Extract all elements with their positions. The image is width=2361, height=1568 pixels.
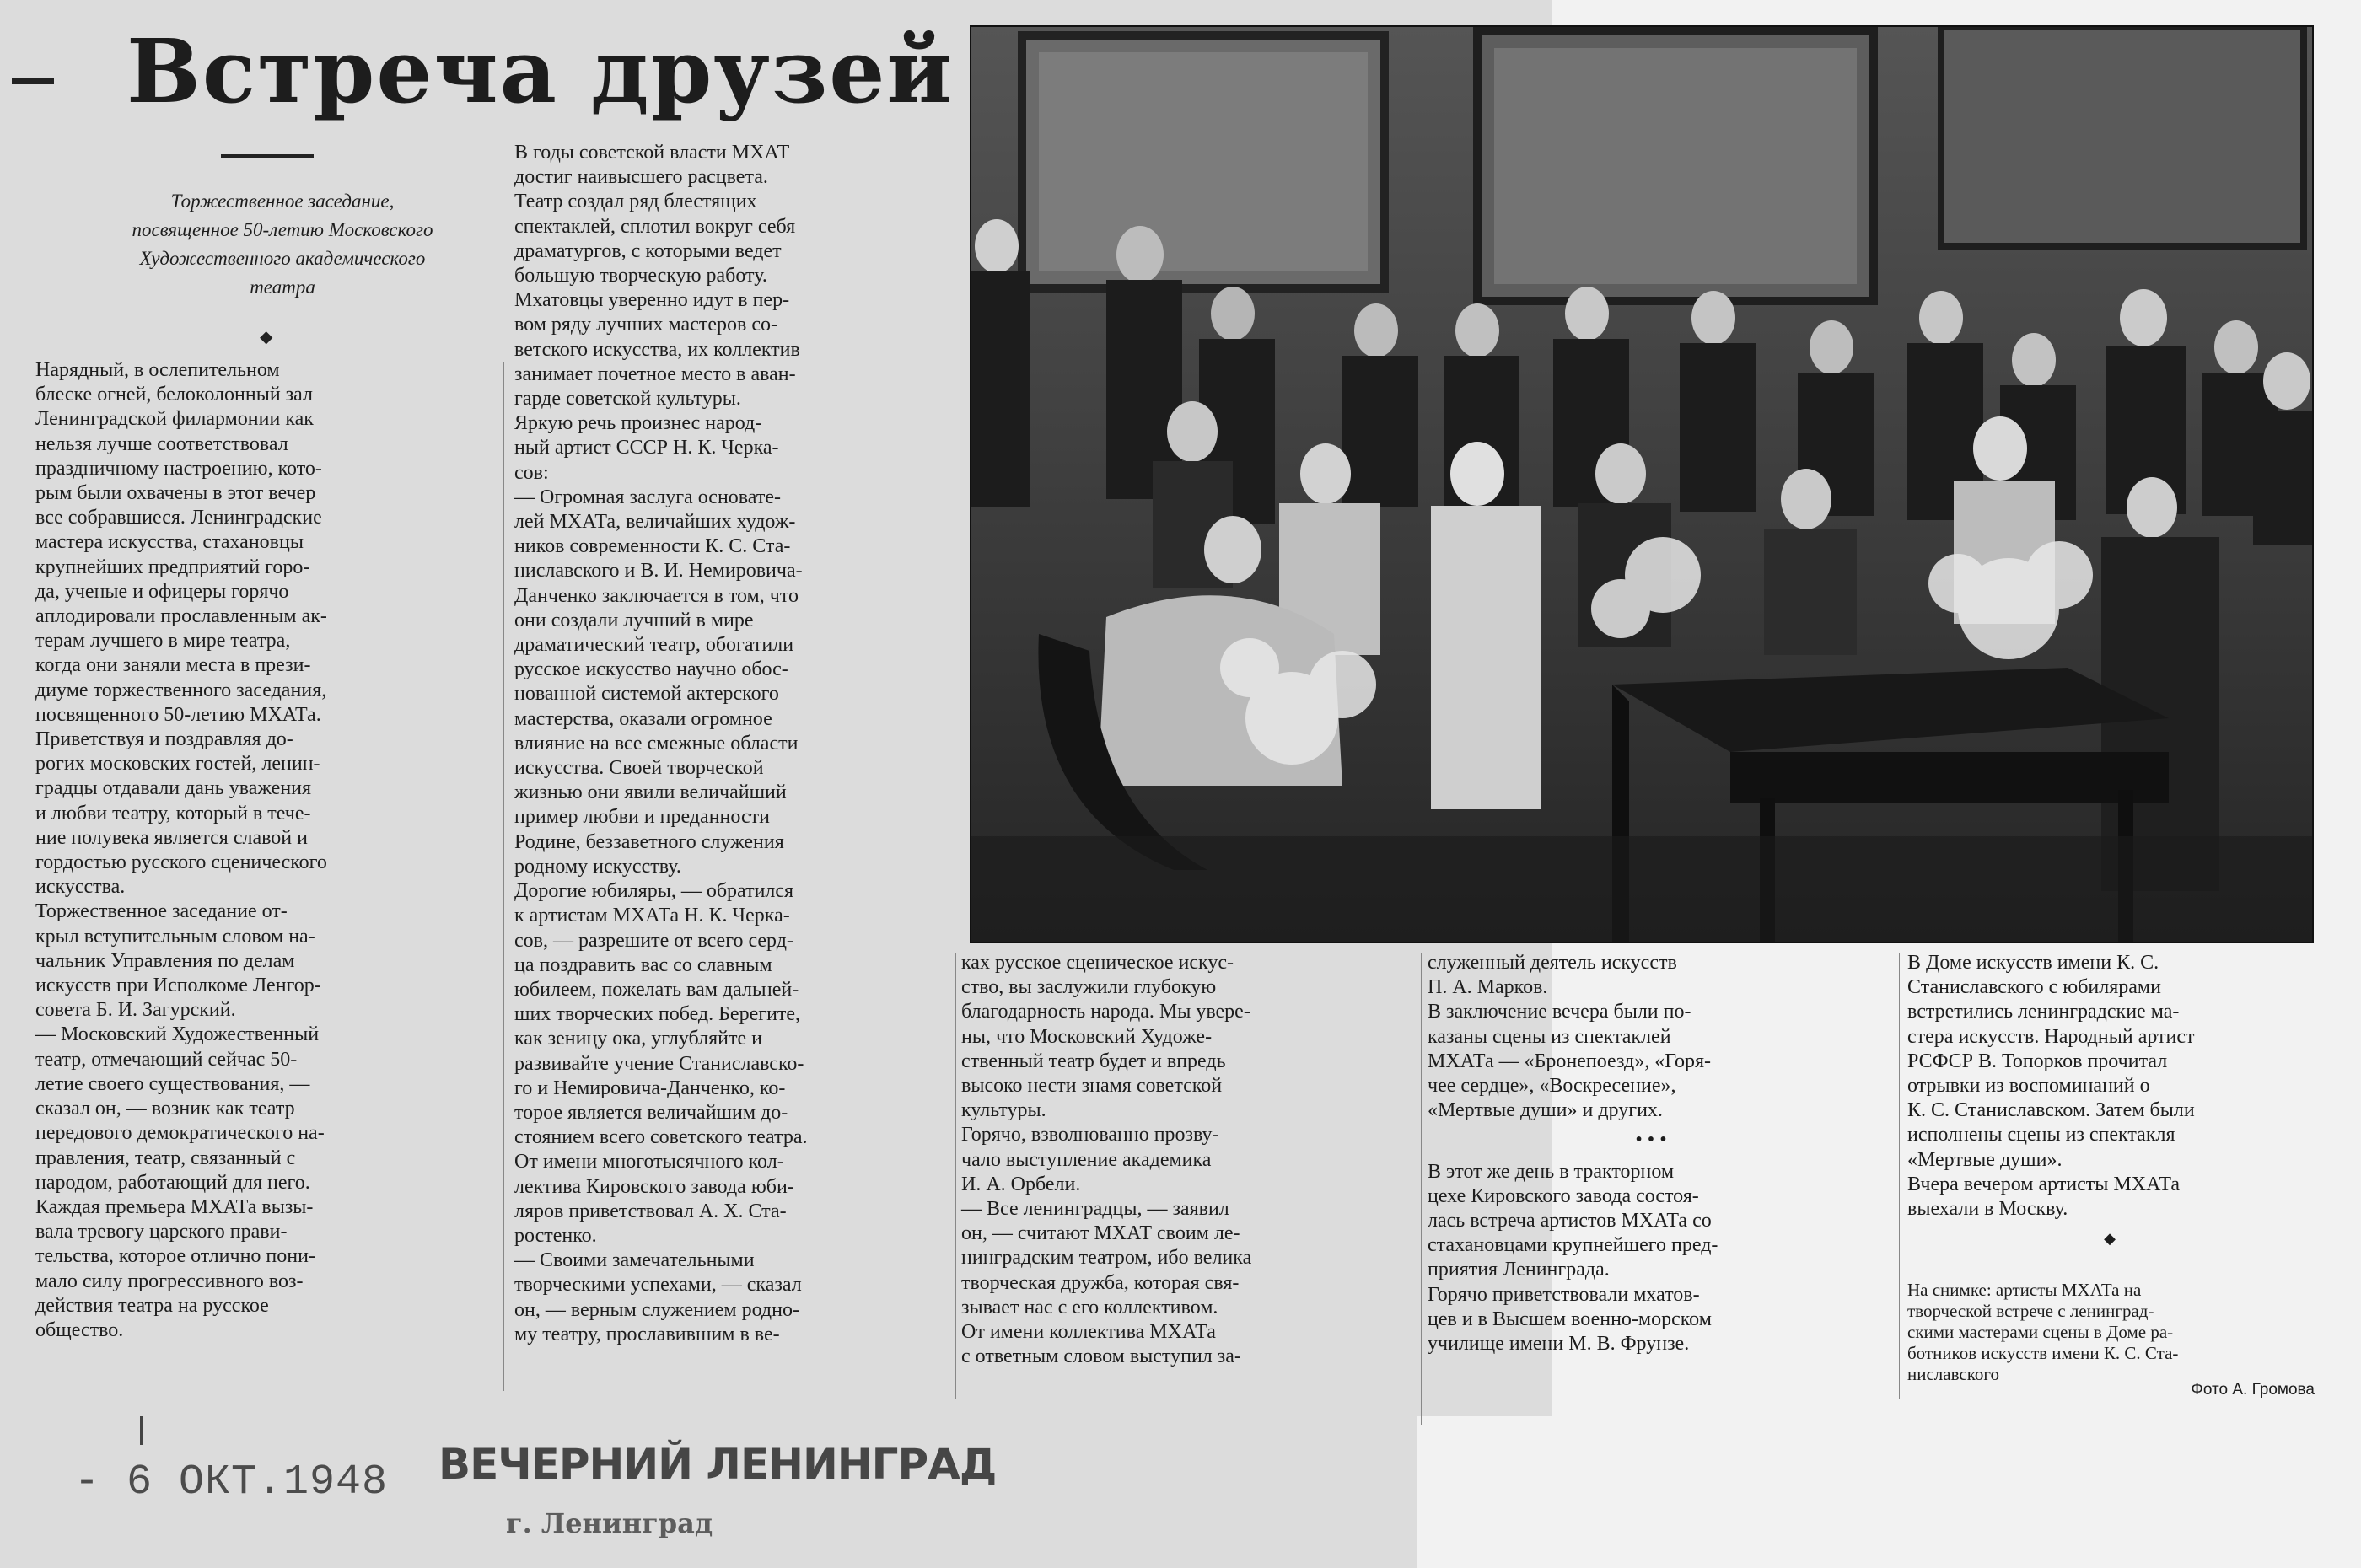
margin-dash: [12, 78, 54, 84]
article-column-1: [35, 358, 491, 1343]
column-divider: [955, 953, 956, 1399]
column-divider: [1421, 953, 1422, 1425]
paragraph: Приветствуя и поздравляя до- рогих московских гостей, ленин- градцы отдавали дань уважения и любви театру, который в тече- ние полувека является славой и гордостью русского сценического искусства.: [35, 728, 327, 899]
paragraph: В заключение вечера были по- казаны сцены из спектаклей МХАТа — «Бронепоезд», «Горя- чее сердце», «Воскресение», «Мертвые души» и других.: [1428, 1001, 1712, 1122]
date-stamp-text: 6 ОКТ.1948: [126, 1458, 389, 1506]
paragraph: Торжественное заседание от- крыл вступительным словом на- чальник Управления по делам искусств при Исполкоме Ленгор- совета Б. И. Загурский.: [35, 900, 321, 1022]
photo-caption: На снимке: артисты МХАТа на творческой встрече с ленинград- скими мастерами сцены в Доме ра- ботников искусств имени К. С. Ста- ниславского: [1907, 1280, 2179, 1384]
scan-background-lower: [1417, 1416, 2361, 1568]
paragraph: Яркую речь произнес народ- ный артист СССР Н. К. Черка- сов:: [514, 412, 779, 484]
section-separator: • • •: [1635, 1129, 1667, 1152]
headline-rule: [221, 154, 314, 158]
paragraph: От имени коллектива МХАТа с ответным словом выступил за-: [961, 1321, 1241, 1368]
paragraph: — Огромная заслуга основате- лей МХАТа, величайших худож- ников современности К. С. Ста- ниславского и В. И. Немировича- Данченко заключается в том, что они создали лучший в мире драматический театр, обогатили русское искусство научно обос- нованной системой актерского мастерства, оказали огромное влияние на все смежные области искусства. Своей творческой жизнью они явили величайший пример любви и преданности Родине, беззаветного служения родному искусству.: [514, 486, 803, 878]
newspaper-city-stamp: г. Ленинград: [506, 1507, 713, 1539]
paragraph: — Своими замечательными творческими успехами, — сказал он, — верным служением родно- му театру, прославившим в ве-: [514, 1249, 802, 1345]
article-column-5: [1907, 951, 2312, 1256]
paragraph: От имени многотысячного кол- лектива Кировского завода юби- ляров приветствовал А. Х. Ста- ростенко.: [514, 1151, 794, 1247]
paragraph: — Все ленинградцы, — заявил он, — считают МХАТ своим ле- нинградским театром, ибо велика творческая дружба, которая свя- зывает нас с его коллективом.: [961, 1198, 1252, 1318]
group-photograph: [970, 25, 2314, 943]
ornament-icon: ◆: [260, 328, 273, 346]
paragraph: В годы советской власти МХАТ достиг наивысшего расцвета. Театр создал ряд блестящих спектаклей, сплотил вокруг себя драматургов, с которыми ведет большую творческую работу. Мхатовцы уверенно идут в пер- вом ряду лучших мастеров со- ветского искусства, их коллектив занимает почетное место в аван- гарде советской культуры.: [514, 142, 800, 411]
paragraph: Горячо, взволнованно прозву- чало выступление академика И. А. Орбели.: [961, 1124, 1219, 1195]
article-column-2: [514, 141, 953, 1347]
article-headline: Встреча друзей: [126, 19, 954, 123]
paragraph: Дорогие юбиляры, — обратился к артистам МХАТа Н. К. Черка- сов, — разрешите от всего серд- ца поздравить вас со славным юбилеем, пожелать вам дальней- ших творческих побед. Берегите, как зеницу ока, углубляйте и развивайте учение Станиславско- го и Немировича-Данченко, ко- торое является величайшим до- стоянием всего советского театра.: [514, 880, 808, 1149]
pencil-mark: [140, 1416, 143, 1445]
article-column-3: [961, 951, 1408, 1369]
paragraph: ках русское сценическое искус- ство, вы заслужили глубокую благодарность народа. Мы увере- ны, что Московский Художе- ственный театр будет и впредь высоко нести знамя советской культуры.: [961, 952, 1250, 1122]
ornament-icon: ◆: [2104, 1230, 2116, 1248]
paragraph: Вчера вечером артисты МХАТа выехали в Москву.: [1907, 1173, 2181, 1221]
paragraph: — Московский Художественный театр, отмечающий сейчас 50- летие своего существования, — сказал он, — возник как театр передового демократического на- правления, театр, связанный с народом, работающий для него. Каждая премьера МХАТа вызы- вала тревогу царского прави- тельства, которое отлично пони- мало силу прогрессивного воз- действия театра на русское общество.: [35, 1023, 325, 1341]
photo-credit: Фото А. Громова: [2191, 1381, 2315, 1399]
paragraph: Нарядный, в ослепительном блеске огней, белоколонный зал Ленинградской филармонии как нельзя лучше соответствовал праздничному настроению, кото- рым были охвачены в этот вечер все собравшиеся. Ленинградские мастера искусства, стахановцы крупнейших предприятий горо- да, ученые и офицеры горячо аплодировали прославленным ак- терам лучшего в мире театра, когда они заняли места в прези- диуме торжественного заседания, посвященного 50-летию МХАТа.: [35, 359, 327, 726]
column-divider: [1899, 953, 1900, 1399]
paragraph: служенный деятель искусств П. А. Марков.: [1428, 952, 1677, 999]
paragraph: В Доме искусств имени К. С. Станиславского с юбилярами встретились ленинградские ма- стера искусств. Народный артист РСФСР В. Топорков прочитал отрывки из воспоминаний о К. С. Станиславском. Затем были исполнены сцены из спектакля «Мертвые души».: [1907, 952, 2195, 1171]
date-stamp: [74, 1458, 388, 1506]
article-subtitle: Торжественное заседание, посвященное 50-летию Московского Художественного академического театра: [132, 191, 433, 298]
paragraph: Горячо приветствовали мхатов- цев и в Высшем военно-морском училище имени М. В. Фрунзе.: [1428, 1283, 1712, 1356]
article-column-4: [1428, 951, 1874, 1356]
paragraph: В этот же день в тракторном цехе Кировского завода состоя- лась встреча артистов МХАТа со стахановцами крупнейшего пред- приятия Ленинграда.: [1428, 1160, 1718, 1281]
stamp-dash: -: [74, 1458, 127, 1506]
column-divider: [503, 362, 504, 1391]
photo-image: [971, 27, 2312, 942]
newspaper-name-stamp: ВЕЧЕРНИЙ ЛЕНИНГРАД: [438, 1440, 997, 1489]
